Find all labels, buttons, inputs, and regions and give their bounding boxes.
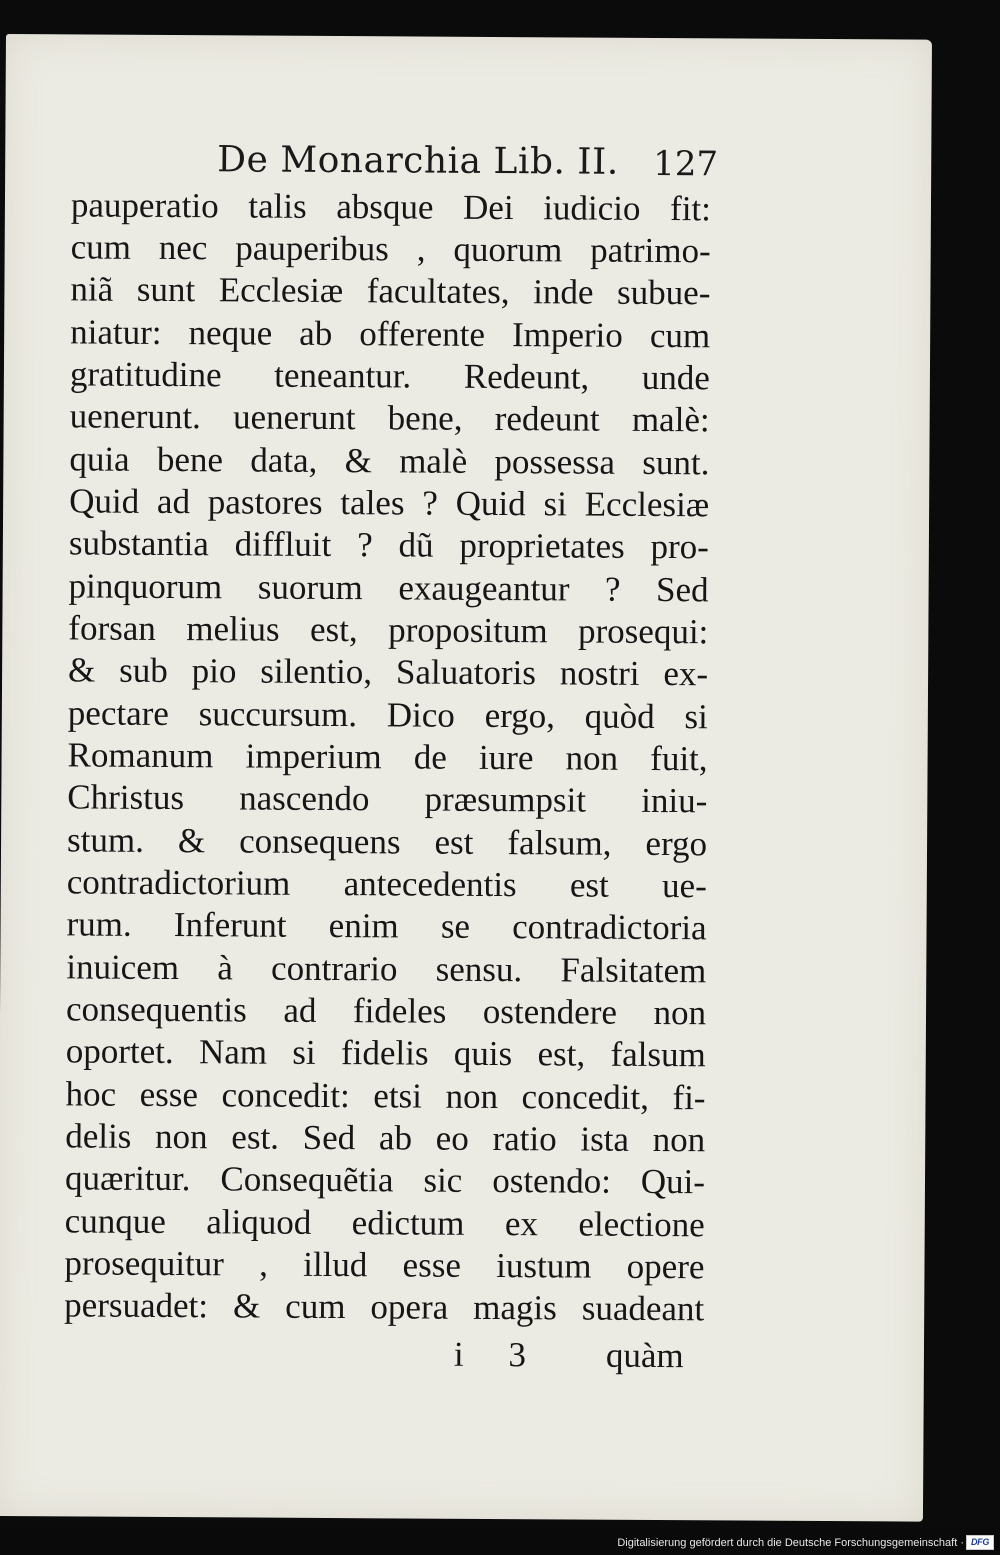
text-line: consequentis ad fideles ostendere non [65, 989, 707, 1033]
text-line: delis non est. Sed ab eo ratio ista non [65, 1116, 706, 1160]
text-line: Christus nascendo præsumpsit iniu- [67, 777, 708, 821]
text-line: gratitudine teneantur. Redeunt, unde [69, 354, 711, 398]
text-line: quæritur. Consequẽtia sic ostendo: Qui- [64, 1158, 706, 1202]
book-page [0, 34, 932, 1522]
footer-bar [0, 1529, 1000, 1555]
text-line: rum. Inferunt enim se contradictoria [66, 904, 707, 948]
text-line: stum. & consequens est falsum, ergo [66, 820, 708, 864]
text-line: contradictorium antecedentis est ue- [66, 862, 707, 906]
catchword: quàm [605, 1335, 684, 1376]
text-line: niã sunt Ecclesiæ facultates, inde subue- [70, 269, 711, 313]
text-line: cum nec pauperibus , quorum patrimo- [70, 227, 711, 271]
text-line: oportet. Nam si fidelis quis est, falsum [65, 1031, 706, 1075]
text-line: cunque aliquod edictum ex electione [64, 1201, 705, 1245]
text-line: & sub pio silentio, Saluatoris nostri ex- [67, 650, 709, 694]
text-line: prosequitur , illud esse iustum opere [64, 1243, 705, 1287]
text-line: pauperatio talis absque Dei iudicio fit: [70, 185, 712, 229]
text-line: niatur: neque ab offerente Imperio cum [70, 312, 711, 356]
text-line: hoc esse concedit: etsi non concedit, fi- [65, 1074, 706, 1118]
text-line: forsan melius est, propositum prosequi: [68, 608, 709, 652]
page-number: 127 [653, 143, 719, 185]
running-head-title: De Monarchia Lib. II. [217, 139, 619, 183]
text-line: pinquorum suorum exaugeantur ? Sed [68, 566, 709, 610]
text-line: uenerunt. uenerunt bene, redeunt malè: [69, 396, 710, 440]
text-line: Quid ad pastores tales ? Quid si Ecclesiæ [69, 481, 710, 525]
text-line: pectare succursum. Dico ergo, quòd si [67, 693, 708, 737]
digitization-credit: Digitalisierung gefördert durch die Deutsche Forschungsgemeinschaft · [617, 1537, 964, 1549]
text-line: inuicem à contrario sensu. Falsitatem [66, 947, 707, 991]
catchline [0, 1332, 924, 1382]
dfg-logo-icon: DFG [966, 1535, 994, 1550]
text-line: quia bene data, & malè possessa sunt. [69, 439, 710, 483]
signature-mark: i 3 [453, 1334, 545, 1375]
text-line: substantia diffluit ? dũ proprietates pro- [68, 523, 709, 567]
text-line: Romanum imperium de iure non fuit, [67, 735, 708, 779]
text-line: persuadet: & cum opera magis suadeant [64, 1285, 705, 1329]
